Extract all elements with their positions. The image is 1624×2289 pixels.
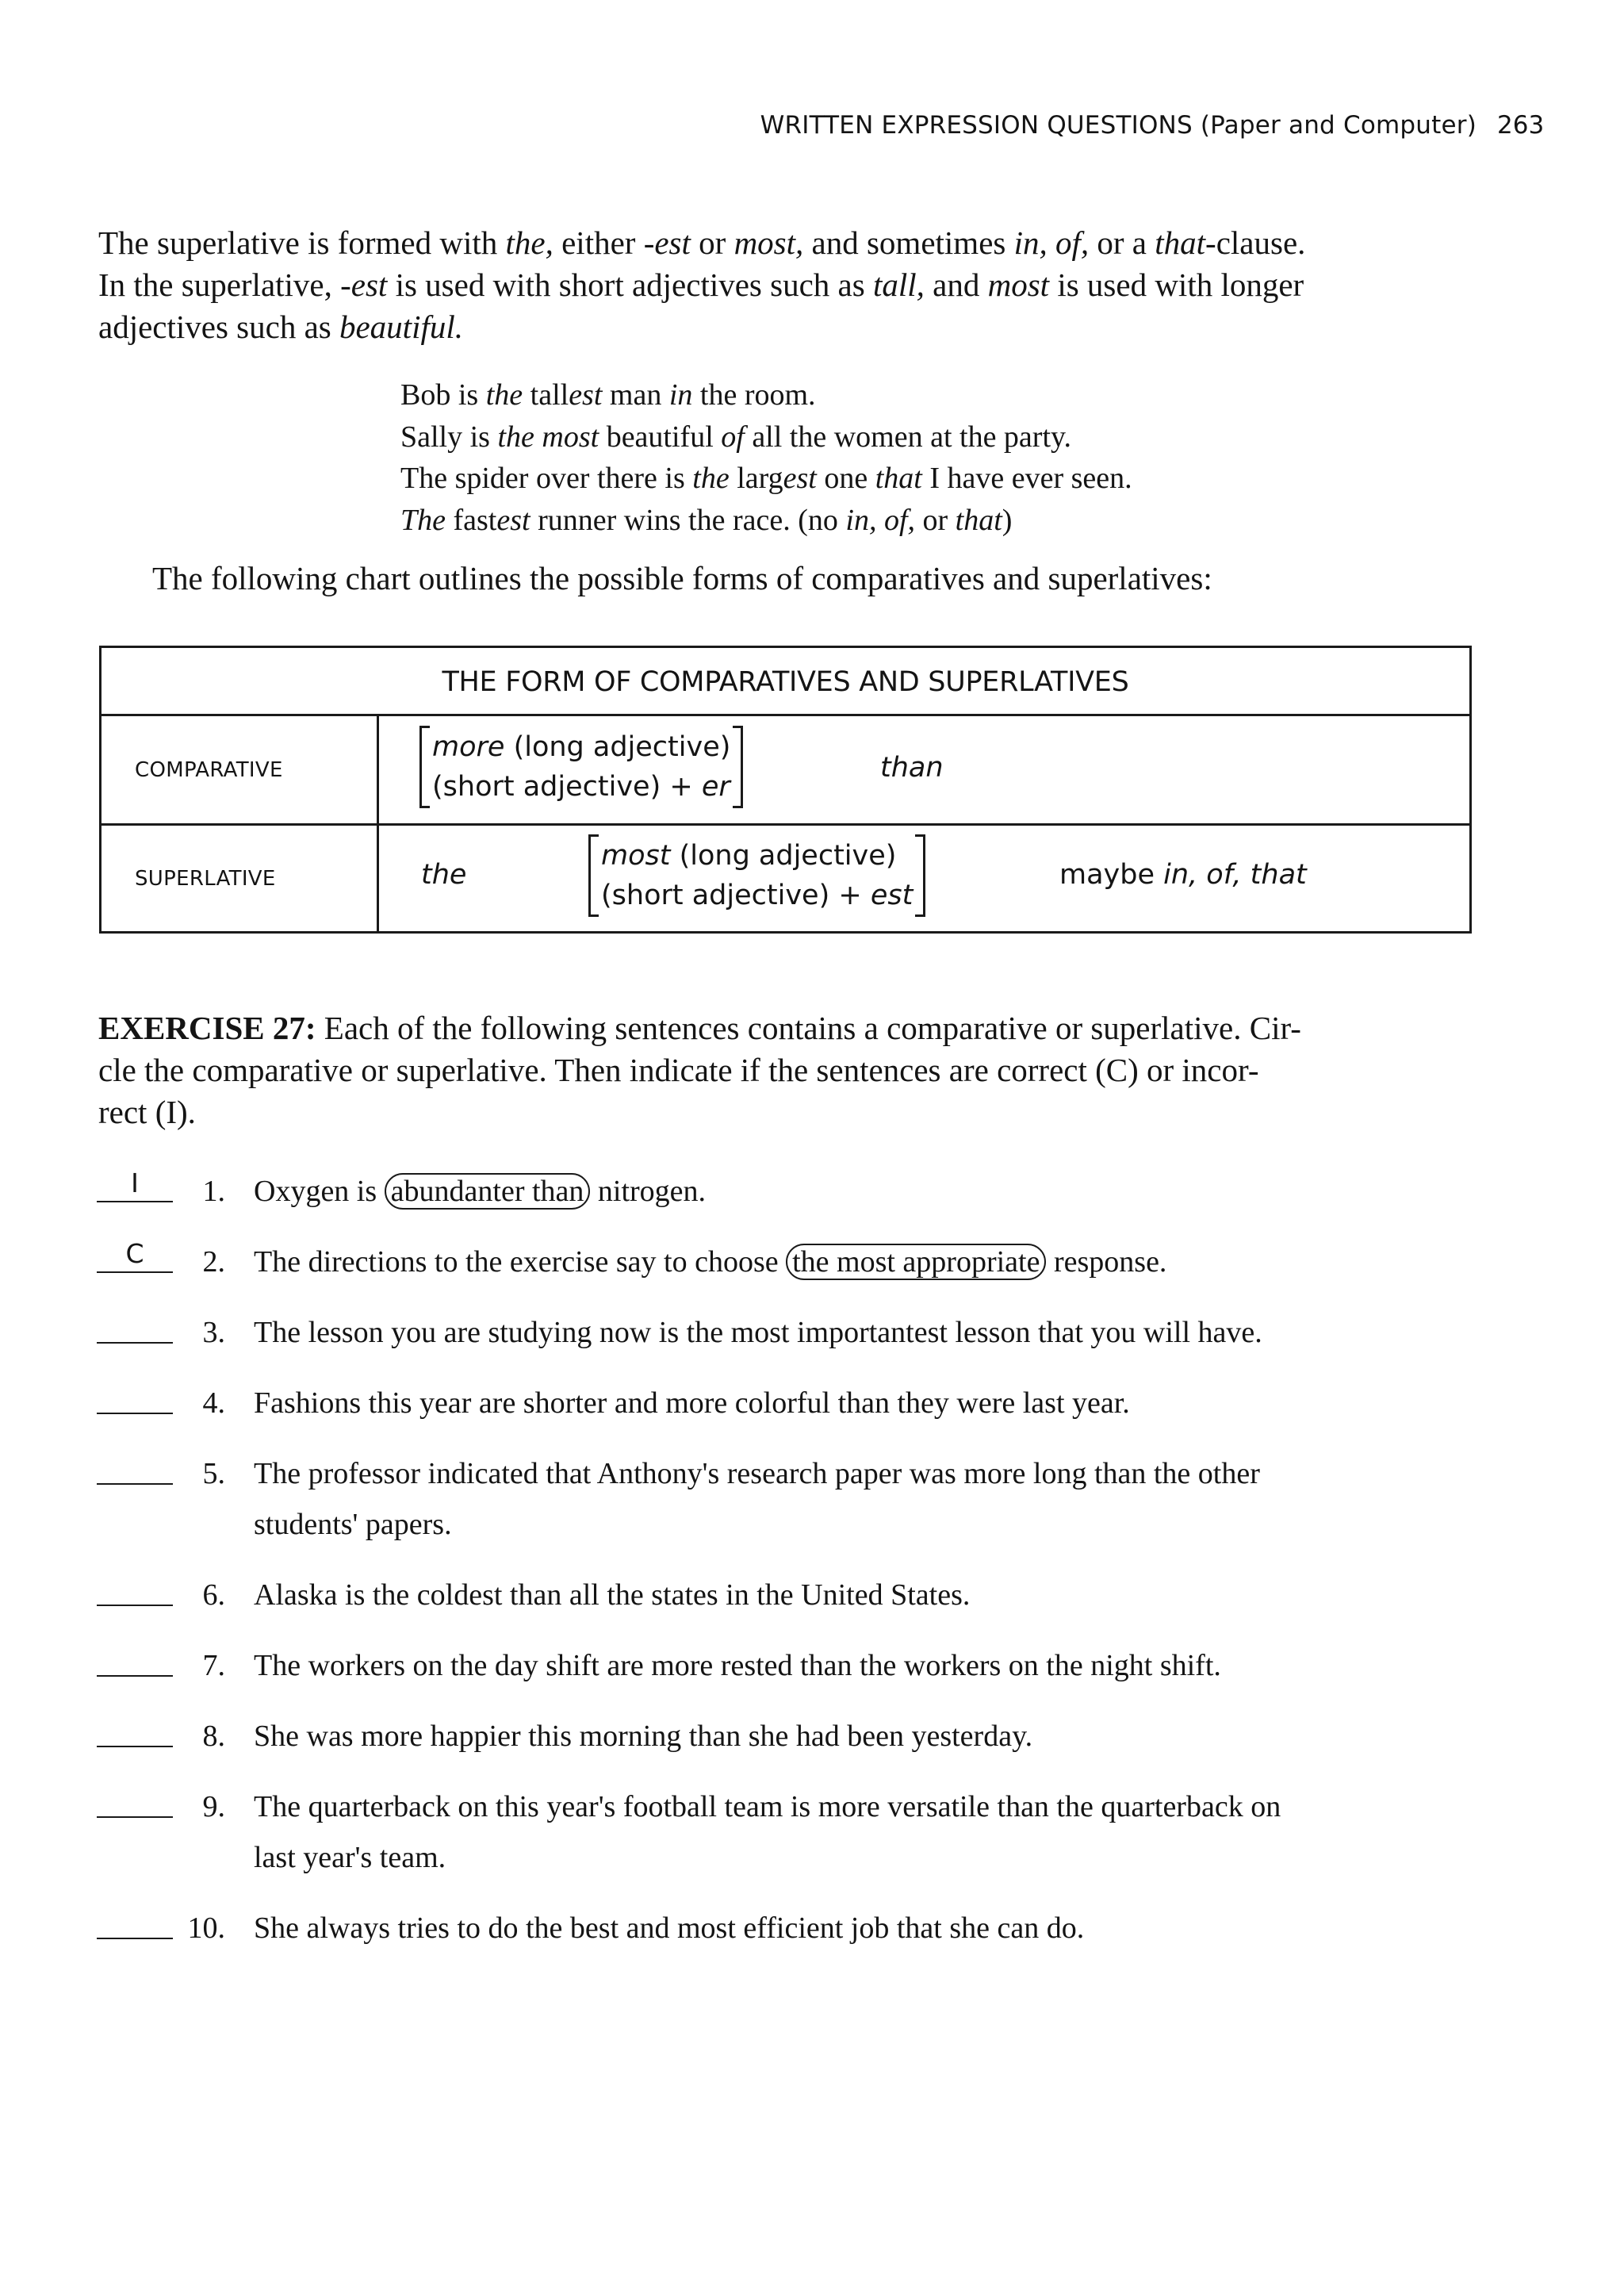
item-sentence: Alaska is the coldest than all the states in the United States.: [254, 1578, 971, 1612]
example-text: Sally is: [400, 420, 498, 454]
intro-italic: tall,: [872, 266, 925, 303]
intro-italic: most: [987, 266, 1050, 303]
circled-phrase: abundanter than: [385, 1173, 591, 1210]
circled-phrase: the most appropriate: [786, 1244, 1046, 1280]
bracket-line: [432, 767, 730, 807]
answer-blank[interactable]: [97, 1271, 173, 1273]
superlative-label: SUPERLATIVE: [102, 826, 379, 931]
intro-text: clause.: [1216, 224, 1306, 261]
example-italic: the: [485, 378, 523, 412]
item-number: 3.: [202, 1316, 225, 1349]
the-word: the: [421, 859, 467, 891]
answer-blank[interactable]: [97, 1938, 173, 1939]
item-number: 9.: [202, 1790, 225, 1823]
example-text: or: [915, 503, 956, 537]
example-italic: that: [875, 462, 922, 495]
form-word: er: [701, 771, 730, 803]
intro-italic: -est: [643, 224, 691, 261]
example-italic: in: [668, 378, 693, 412]
item-number: 5.: [202, 1457, 225, 1490]
example-italic: that: [955, 503, 1002, 537]
example-italic: the: [692, 462, 730, 495]
comparatives-superlatives-table: [99, 646, 1472, 934]
item-sentence: The lesson you are studying now is the most importantest lesson that you will have.: [254, 1316, 1262, 1349]
comparative-bracket: [419, 726, 743, 808]
example-text: Bob is: [400, 378, 486, 412]
intro-text: The superlative is formed with: [98, 224, 506, 261]
exercise-line-1: [98, 1007, 1478, 1049]
comparative-row: [102, 716, 1469, 826]
example-text: fast: [446, 503, 497, 537]
answer-mark: I: [131, 1168, 139, 1198]
example-sentence: [400, 374, 1132, 416]
bracket-line: [432, 727, 730, 767]
example-text: ): [1002, 503, 1013, 537]
example-italic: in, of,: [845, 503, 916, 537]
example-sentences: [400, 374, 1132, 541]
intro-text: is used with short adjectives such as: [387, 266, 873, 303]
item-number: 7.: [202, 1649, 225, 1682]
intro-text: or a: [1089, 224, 1155, 261]
exercise-instructions: [98, 1007, 1478, 1133]
example-sentence: [400, 500, 1132, 542]
form-word: most: [601, 840, 671, 872]
item-number: 6.: [202, 1578, 225, 1612]
item-number: 2.: [202, 1245, 225, 1279]
exercise-text: Each of the following sentences contains a comparative or superlative. Cir-: [316, 1010, 1301, 1046]
intro-text: and: [924, 266, 988, 303]
intro-text: adjectives such as: [98, 309, 339, 345]
maybe-note: [1059, 859, 1307, 891]
than-word: than: [880, 752, 944, 784]
sentence-text: Oxygen is: [254, 1175, 385, 1208]
running-header: WRITTEN EXPRESSION QUESTIONS (Paper and Computer): [760, 111, 1477, 140]
bracket-line: [601, 836, 913, 876]
example-italic: of: [721, 420, 745, 454]
answer-blank[interactable]: [97, 1816, 173, 1818]
intro-italic: that-: [1155, 224, 1216, 261]
sentence-line: students' papers.: [254, 1508, 452, 1541]
item-sentence: [254, 1448, 1491, 1550]
intro-line-2: [98, 264, 1478, 306]
example-text: all the women at the party.: [744, 420, 1072, 454]
superlative-row: [102, 826, 1469, 931]
intro-italic: in, of,: [1013, 224, 1090, 261]
answer-blank[interactable]: [97, 1483, 173, 1485]
example-italic: est: [496, 503, 530, 537]
example-text: runner wins the race. (no: [530, 503, 846, 537]
example-italic: The: [400, 503, 446, 537]
item-number: 10.: [187, 1911, 225, 1945]
answer-blank[interactable]: [97, 1201, 173, 1202]
answer-blank[interactable]: [97, 1746, 173, 1747]
intro-italic: beautiful.: [339, 309, 463, 345]
example-italic: est: [783, 462, 817, 495]
sentence-line: The professor indicated that Anthony's research paper was more long than the other: [254, 1457, 1260, 1490]
example-sentence: [400, 458, 1132, 500]
answer-blank[interactable]: [97, 1413, 173, 1414]
example-text: man: [602, 378, 669, 412]
example-text: beautiful: [599, 420, 722, 454]
sentence-text: nitrogen.: [590, 1175, 707, 1208]
form-word: est: [870, 880, 914, 911]
form-text: (short adjective) +: [601, 880, 871, 911]
item-number: 8.: [202, 1720, 225, 1753]
maybe-words: in, of, that: [1163, 859, 1307, 891]
item-sentence: Fashions this year are shorter and more colorful than they were last year.: [254, 1386, 1130, 1420]
answer-blank[interactable]: [97, 1605, 173, 1606]
example-text: one: [816, 462, 875, 495]
item-number: 4.: [202, 1386, 225, 1420]
intro-text: either: [553, 224, 644, 261]
item-sentence: [254, 1237, 1491, 1287]
example-text: the room.: [692, 378, 816, 412]
example-italic: the most: [497, 420, 599, 454]
item-sentence: She always tries to do the best and most efficient job that she can do.: [254, 1911, 1085, 1945]
example-italic: est: [569, 378, 603, 412]
bracket-line: [601, 876, 913, 915]
exercise-heading: EXERCISE 27:: [98, 1010, 316, 1046]
intro-text: or: [690, 224, 734, 261]
example-text: The spider over there is: [400, 462, 693, 495]
answer-blank[interactable]: [97, 1342, 173, 1344]
answer-mark: C: [125, 1238, 144, 1269]
sentence-text: The directions to the exercise say to choose: [254, 1245, 787, 1279]
intro-text: is used with longer: [1049, 266, 1304, 303]
item-number: 1.: [202, 1175, 225, 1208]
intro-italic: most,: [733, 224, 804, 261]
sentence-line: last year's team.: [254, 1841, 446, 1874]
page-number: 263: [1497, 111, 1545, 140]
comparative-label: COMPARATIVE: [102, 716, 379, 823]
sentence-text: response.: [1046, 1245, 1167, 1279]
example-text: I have ever seen.: [921, 462, 1132, 495]
item-sentence: [254, 1781, 1491, 1883]
form-word: more: [432, 731, 505, 763]
maybe-text: maybe: [1059, 859, 1164, 891]
item-sentence: [254, 1166, 1491, 1217]
intro-text: In the superlative,: [98, 266, 341, 303]
intro-line-3: [98, 306, 1478, 348]
chart-intro-text: The following chart outlines the possible forms of comparatives and superlatives:: [152, 560, 1212, 596]
exercise-line-3: rect (I).: [98, 1094, 196, 1130]
form-text: (short adjective) +: [432, 771, 702, 803]
exercise-line-2: cle the comparative or superlative. Then indicate if the sentences are correct (C) or incor-: [98, 1052, 1259, 1088]
intro-paragraph: [98, 222, 1478, 348]
intro-text: and sometimes: [803, 224, 1014, 261]
superlative-bracket: [588, 834, 925, 917]
intro-italic: -est: [340, 266, 388, 303]
example-text: larg: [729, 462, 783, 495]
example-text: tall: [523, 378, 569, 412]
intro-line-1: [98, 222, 1478, 264]
item-sentence: The workers on the day shift are more rested than the workers on the night shift.: [254, 1649, 1221, 1682]
table-title: THE FORM OF COMPARATIVES AND SUPERLATIVES: [102, 648, 1469, 716]
answer-blank[interactable]: [97, 1675, 173, 1677]
example-sentence: [400, 416, 1132, 458]
intro-italic: the,: [505, 224, 553, 261]
form-text: (long adjective): [670, 840, 897, 872]
form-text: (long adjective): [504, 731, 731, 763]
sentence-line: The quarterback on this year's football team is more versatile than the quarterback on: [254, 1790, 1281, 1823]
item-sentence: She was more happier this morning than she had been yesterday.: [254, 1720, 1033, 1753]
